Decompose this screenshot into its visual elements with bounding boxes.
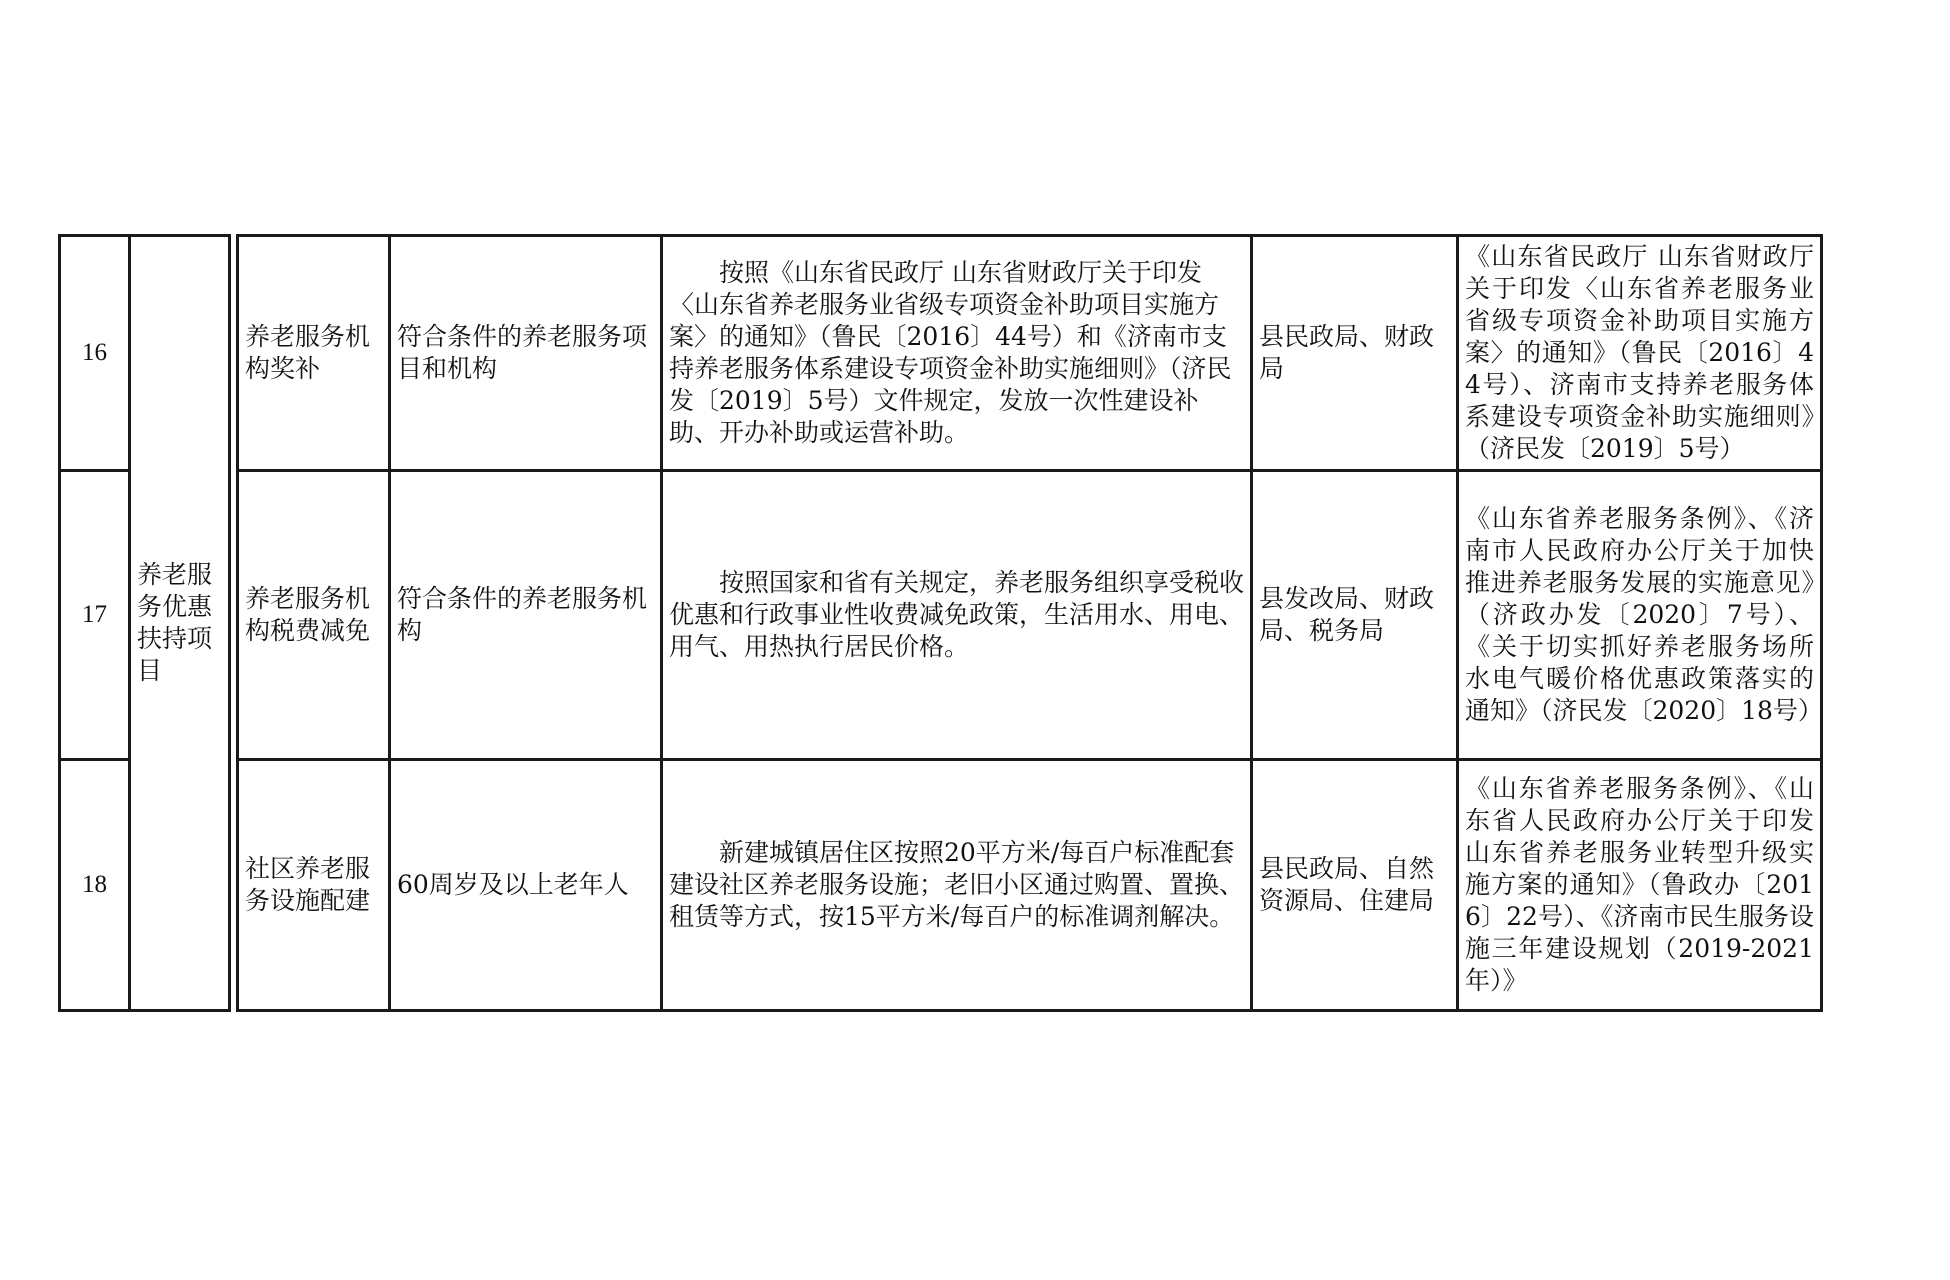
item-name: 养老服务机构奖补 — [238, 236, 390, 471]
policy-basis: 《山东省养老服务条例》、《山东省人民政府办公厅关于印发山东省养老服务业转型升级实施方案的通知》（鲁政办〔2016〕22号）、《济南市民生服务设施三年建设规划（2019-2021年）》 — [1458, 760, 1822, 1011]
table-row — [60, 236, 1822, 471]
column-gap — [230, 236, 238, 1011]
target-audience: 符合条件的养老服务机构 — [390, 471, 662, 760]
row-number: 16 — [60, 236, 130, 471]
policy-basis: 《山东省民政厅 山东省财政厅关于印发〈山东省养老服务业省级专项资金补助项目实施方案〉的通知》（鲁民〔2016〕44号）、济南市支持养老服务体系建设专项资金补助实施细则》（济民发〔2019〕5号） — [1458, 236, 1822, 471]
responsible-department: 县民政局、财政局 — [1252, 236, 1458, 471]
responsible-department: 县发改局、财政局、税务局 — [1252, 471, 1458, 760]
target-audience: 60周岁及以上老年人 — [390, 760, 662, 1011]
policy-content: 按照国家和省有关规定，养老服务组织享受税收优惠和行政事业性收费减免政策，生活用水、用电、用气、用热执行居民价格。 — [662, 471, 1252, 760]
table-row — [60, 471, 1822, 760]
policy-basis: 《山东省养老服务条例》、《济南市人民政府办公厅关于加快推进养老服务发展的实施意见》（济政办发〔2020〕7号）、《关于切实抓好养老服务场所水电气暖价格优惠政策落实的通知》（济民发〔2020〕18号） — [1458, 471, 1822, 760]
item-name: 社区养老服务设施配建 — [238, 760, 390, 1011]
policy-content: 按照《山东省民政厅 山东省财政厅关于印发〈山东省养老服务业省级专项资金补助项目实施方案〉的通知》（鲁民〔2016〕44号）和《济南市支持养老服务体系建设专项资金补助实施细则》（济民发〔2019〕5号）文件规定，发放一次性建设补助、开办补助或运营补助。 — [662, 236, 1252, 471]
table-row — [60, 760, 1822, 1011]
responsible-department: 县民政局、自然资源局、住建局 — [1252, 760, 1458, 1011]
row-number: 18 — [60, 760, 130, 1011]
category-cell: 养老服务优惠扶持项目 — [130, 236, 230, 1011]
item-name: 养老服务机构税费减免 — [238, 471, 390, 760]
policy-table — [58, 234, 1823, 1012]
target-audience: 符合条件的养老服务项目和机构 — [390, 236, 662, 471]
row-number: 17 — [60, 471, 130, 760]
policy-content: 新建城镇居住区按照20平方米/每百户标准配套建设社区养老服务设施；老旧小区通过购置、置换、租赁等方式，按15平方米/每百户的标准调剂解决。 — [662, 760, 1252, 1011]
